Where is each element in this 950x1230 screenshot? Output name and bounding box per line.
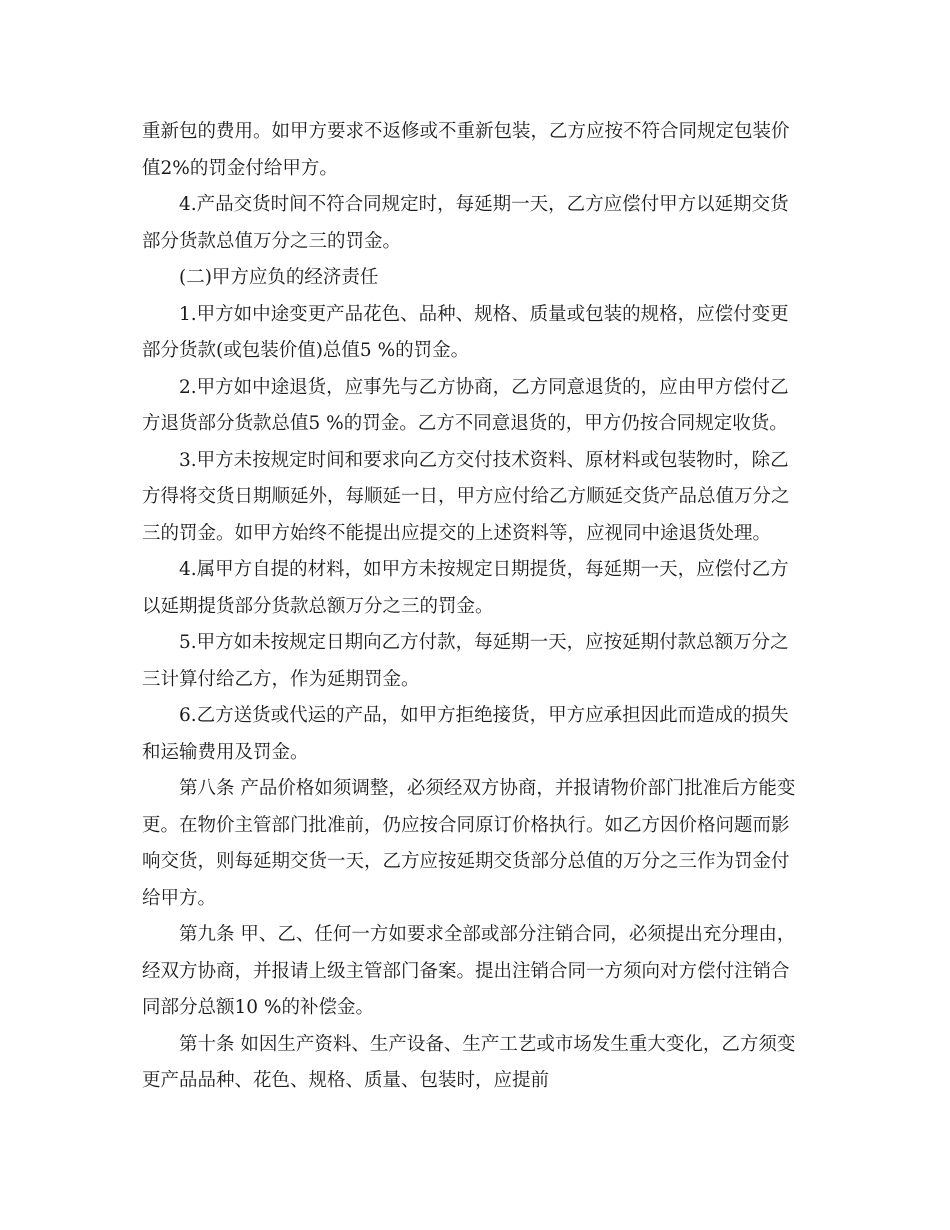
paragraph: 2.甲方如中途退货，应事先与乙方协商，乙方同意退货的，应由甲方偿付乙方退货部分货款总值5 %的罚金。乙方不同意退货的，甲方仍按合同规定收货。 (142, 376, 789, 434)
article-paragraph: 第八条 产品价格如须调整，必须经双方协商，并报请物价部门批准后方能变更。在物价主管部门批准前，仍应按合同原订价格执行。如乙方因价格问题而影响交货，则每延期交货一天，乙方应按延期交货部分总值的万分之三作为罚金付给甲方。 (142, 778, 796, 909)
paragraph: 3.甲方未按规定时间和要求向乙方交付技术资料、原材料或包装物时，除乙方得将交货日期顺延外，每顺延一日，甲方应付给乙方顺延交货产品总值万分之三的罚金。如甲方始终不能提出应提交的上述资料等，应视同中途退货处理。 (142, 449, 790, 544)
paragraph: 4.属甲方自提的材料，如甲方未按规定日期提货，每延期一天，应偿付乙方以延期提货部分货款总额万分之三的罚金。 (142, 559, 789, 617)
paragraph: 重新包的费用。如甲方要求不返修或不重新包装，乙方应按不符合同规定包装价值2%的罚金付给甲方。 (142, 121, 790, 179)
article-paragraph: 第九条 甲、乙、任何一方如要求全部或部分注销合同，必须提出充分理由，经双方协商，并报请上级主管部门备案。提出注销合同一方须向对方偿付注销合同部分总额10 %的补偿金。 (142, 924, 796, 1018)
document-body (142, 114, 807, 1100)
section-heading: (二)甲方应负的经济责任 (179, 267, 379, 288)
paragraph: 4.产品交货时间不符合同规定时，每延期一天，乙方应偿付甲方以延期交货部分货款总值万分之三的罚金。 (142, 194, 789, 252)
article-paragraph: 第十条 如因生产资料、生产设备、生产工艺或市场发生重大变化，乙方须变更产品品种、花色、规格、质量、包装时，应提前 (142, 1033, 796, 1091)
paragraph: 5.甲方如未按规定日期向乙方付款，每延期一天，应按延期付款总额万分之三计算付给乙方，作为延期罚金。 (142, 632, 789, 690)
paragraph: 1.甲方如中途变更产品花色、品种、规格、质量或包装的规格，应偿付变更部分货款(或包装价值)总值5 %的罚金。 (142, 303, 789, 361)
paragraph: 6.乙方送货或代运的产品，如甲方拒绝接货，甲方应承担因此而造成的损失和运输费用及罚金。 (142, 705, 789, 763)
